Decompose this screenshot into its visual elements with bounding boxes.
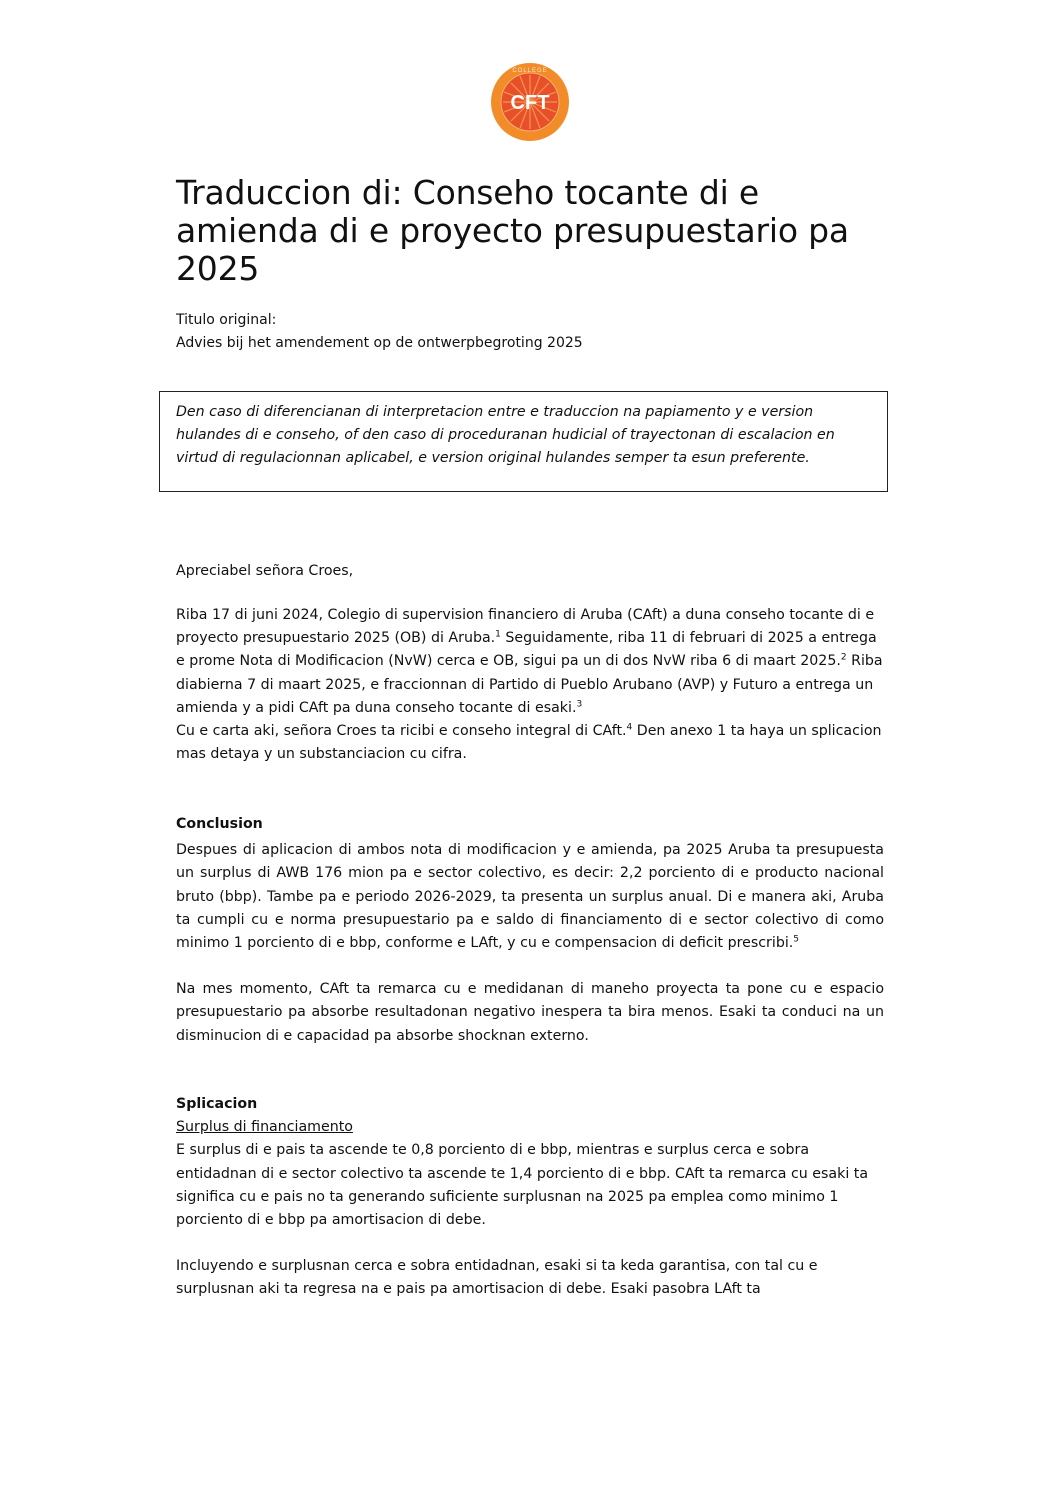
original-title-label: Titulo original:	[176, 312, 277, 328]
conclusion-text-1: Despues di aplicacion di ambos nota di modificacion y e amienda, pa 2025 Aruba ta presupuesta un surplus di AWB 176 mion pa e sector colectivo, es decir: 2,2 porciento di e producto nacional bruto (bbp). Tambe pa e periodo 2026-2029, ta presenta un surplus anual. Di e manera aki, Aruba ta cumpli cu e norma presupuestario pa e saldo di financiamento di e sector colectivo di como minimo 1 porciento di e bbp, conforme e LAft, y cu e compensacion di deficit prescribi.	[176, 842, 884, 952]
conclusion-section	[176, 813, 884, 1048]
svg-text:COLLEGE: COLLEGE	[512, 68, 548, 74]
footnote-ref-3[interactable]: 3	[576, 699, 583, 710]
footnote-ref-1[interactable]: 1	[495, 629, 501, 640]
cft-seal-icon	[490, 62, 570, 142]
conclusion-paragraph-1	[176, 839, 884, 955]
intro-sentence-1: Riba 17 di juni 2024, Colegio di supervision financiero di Aruba (CAft) a duna conseho tocante di e proyecto presupuestario 2025 (OB) di Aruba.	[176, 607, 875, 647]
cft-logo	[490, 62, 570, 142]
disclaimer-box: Den caso di diferencianan di interpretacion entre e traduccion na papiamento y e version hulandes di e conseho, of den caso di proceduranan hudicial of trayectonan di escalacion en virtud di regulacionnan aplicabel, e version original hulandes semper ta esun preferente.	[159, 391, 888, 492]
intro-sentence-3: Riba diabierna 7 di maart 2025, e fraccionnan di Partido di Pueblo Arubano (AVP) y Futuro a entrega un amienda y a pidi CAft pa duna conseho tocante di esaki.	[176, 653, 883, 716]
footnote-ref-2[interactable]: 2	[840, 652, 847, 663]
footnote-ref-5[interactable]: 5	[793, 934, 800, 945]
splicacion-paragraph-2: Incluyendo e surplusnan cerca e sobra entidadnan, esaki si ta keda garantisa, con tal cu e surplusnan aki ta regresa na e pais pa amortisacion di debe. Esaki pasobra LAft ta	[176, 1258, 818, 1298]
salutation: Apreciabel señora Croes,	[176, 563, 354, 579]
splicacion-section	[176, 1093, 884, 1302]
footnote-ref-4[interactable]: 4	[626, 722, 633, 733]
intro-paragraph	[176, 604, 884, 766]
intro-sentence-5: Den anexo 1 ta haya un splicacion mas detaya y un substanciacion cu cifra.	[176, 723, 882, 763]
svg-text:CFT: CFT	[510, 92, 550, 114]
original-title: Advies bij het amendement op de ontwerpbegroting 2025	[176, 335, 583, 351]
surplus-subheading: Surplus di financiamento	[176, 1119, 353, 1136]
document-title: Traduccion di: Conseho tocante di e amienda di e proyecto presupuestario pa 2025	[176, 173, 849, 288]
splicacion-heading: Splicacion	[176, 1096, 258, 1112]
intro-sentence-4: Cu e carta aki, señora Croes ta ricibi e conseho integral di CAft.	[176, 723, 627, 740]
intro-sentence-2: Seguidamente, riba 11 di februari di 2025 a entrega e prome Nota di Modificacion (NvW) cerca e OB, sigui pa un di dos NvW riba 6 di maart 2025.	[176, 630, 877, 670]
conclusion-heading: Conclusion	[176, 816, 263, 832]
splicacion-paragraph-1: E surplus di e pais ta ascende te 0,8 porciento di e bbp, mientras e surplus cerca e sobra entidadnan di e sector colectivo ta ascende te 1,4 porciento di e bbp. CAft ta remarca cu esaki ta significa cu e pais no ta generando suficiente surplusnan na 2025 pa emplea como minimo 1 porciento di e bbp pa amortisacion di debe.	[176, 1142, 869, 1229]
conclusion-paragraph-2: Na mes momento, CAft ta remarca cu e medidanan di maneho proyecta ta pone cu e espacio presupuestario pa absorbe resultadonan negativo inespera ta bira menos. Esaki ta conduci na un disminucion di e capacidad pa absorbe shocknan externo.	[176, 981, 884, 1044]
original-title-block	[176, 309, 583, 355]
